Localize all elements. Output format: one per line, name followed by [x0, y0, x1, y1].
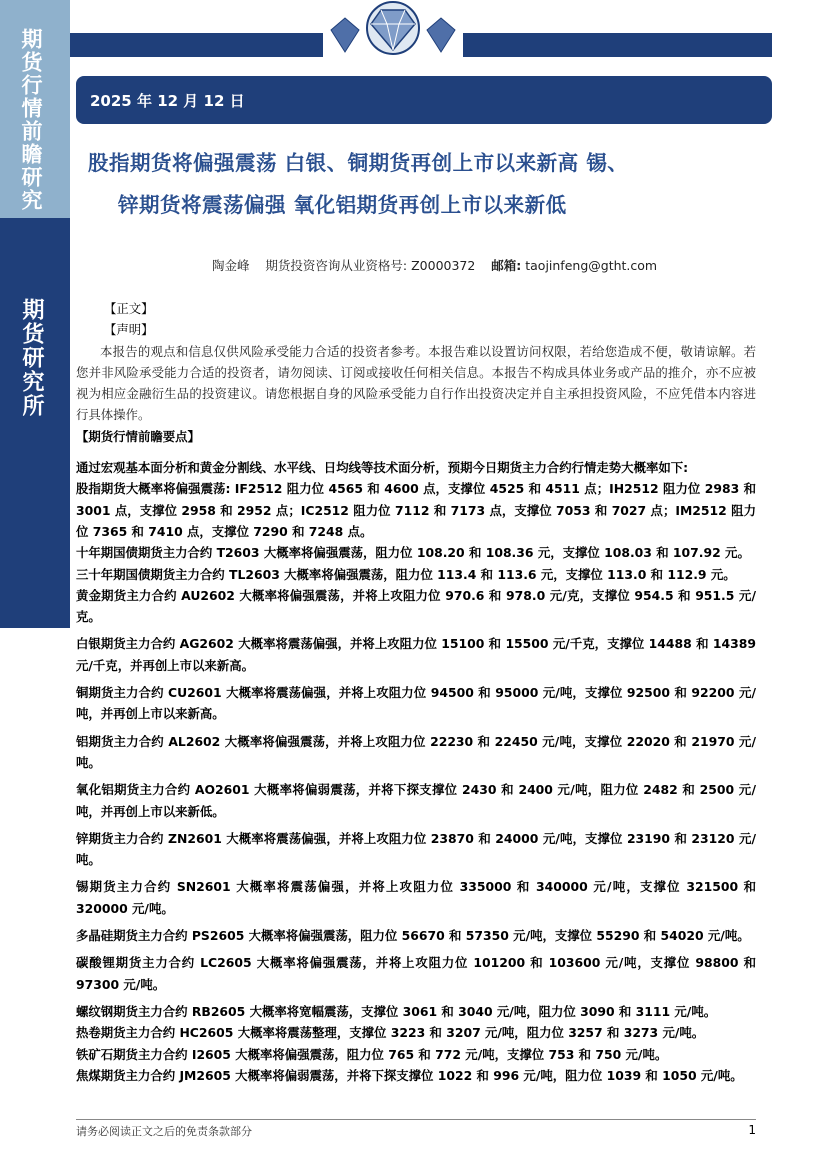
forecast-item: 股指期货大概率将偏强震荡: IF2512 阻力位 4565 和 4600 点，支撑位 4525 和 4511 点；IH2512 阻力位 2983 和 3001 点，支撑位 2958 和 2952 点；IC2512 阻力位 7112 和 7173 点，支撑位 7053 和 7027 点；IM2512 阻力位 7365 和 7410 点，支撑位 7290 和 7248 点。: [76, 481, 756, 539]
page-footer: [76, 1119, 756, 1138]
title-line-1: 股指期货将偏强震荡 白银、铜期货再创上市以来新高 锡、: [88, 151, 629, 175]
forecast-item: 氧化铝期货主力合约 AO2601 大概率将偏弱震荡，并将下探支撑位 2430 和 2400 元/吨，阻力位 2482 和 2500 元/吨，并再创上市以来新低。: [76, 782, 756, 819]
forecast-item: 黄金期货主力合约 AU2602 大概率将偏强震荡，并将上攻阻力位 970.6 和 978.0 元/克，支撑位 954.5 和 951.5 元/克。: [76, 587, 756, 625]
statement-paragraph: 本报告的观点和信息仅供风险承受能力合适的投资者参考。本报告难以设置访问权限，若给您造成不便，敬请谅解。若您并非风险承受能力合适的投资者，请勿阅读、订阅或接收任何相关信息。本报告不构成具体业务或产品的推介，亦不应被视为相应金融衍生品的投资建议。请您根据自身的风险承受能力自行作出投资决定并自主承担投资风险，不应凭借本内容进行具体操作。: [76, 343, 756, 423]
forecast-item: 焦煤期货主力合约 JM2605 大概率将偏弱震荡，并将下探支撑位 1022 和 996 元/吨，阻力位 1039 和 1050 元/吨。: [76, 1067, 743, 1083]
sidebar-label-report-type: 期货行情前瞻研究: [19, 28, 43, 212]
author-name: 陶金峰: [212, 258, 250, 273]
tag-statement: 【声明】: [104, 322, 154, 338]
forecast-item: 铝期货主力合约 AL2602 大概率将偏强震荡，并将上攻阻力位 22230 和 22450 元/吨，支撑位 22020 和 21970 元/吨。: [76, 733, 756, 770]
tag-main: 【正文】: [104, 301, 154, 316]
report-body: [76, 298, 756, 1086]
disclaimer-note: 请务必阅读正文之后的免责条款部分: [76, 1125, 252, 1138]
author-email: taojinfeng@gtht.com: [525, 258, 658, 273]
email-label: 邮箱:: [491, 258, 522, 273]
sidebar-mid-band: [0, 218, 70, 628]
forecast-item: 多晶硅期货主力合约 PS2605 大概率将偏强震荡，阻力位 56670 和 57350 元/吨，支撑位 55290 和 54020 元/吨。: [76, 928, 750, 944]
forecast-item: 碳酸锂期货主力合约 LC2605 大概率将偏强震荡，并将上攻阻力位 101200 和 103600 元/吨，支撑位 98800 和 97300 元/吨。: [76, 955, 756, 992]
date-banner: [76, 76, 772, 124]
page-number: 1: [748, 1123, 756, 1137]
diamond-logo-icon: [323, 0, 463, 66]
report-date: 2025 年 12 月 12 日: [90, 92, 245, 110]
forecast-item: 铜期货主力合约 CU2601 大概率将震荡偏强，并将上攻阻力位 94500 和 95000 元/吨，支撑位 92500 和 92200 元/吨，并再创上市以来新高。: [76, 685, 756, 722]
sidebar: [0, 0, 70, 1169]
section-title: 【期货行情前瞻要点】: [76, 428, 200, 444]
forecast-item: 十年期国债期货主力合约 T2603 大概率将偏强震荡，阻力位 108.20 和 108.36 元，支撑位 108.03 和 107.92 元。: [76, 545, 750, 561]
forecast-item: 铁矿石期货主力合约 I2605 大概率将偏强震荡，阻力位 765 和 772 元/吨，支撑位 753 和 750 元/吨。: [76, 1046, 668, 1062]
report-title: [88, 142, 778, 226]
author-qualification: 期货投资咨询从业资格号: Z0000372: [265, 258, 476, 273]
forecast-item: 热卷期货主力合约 HC2605 大概率将震荡整理，支撑位 3223 和 3207 元/吨，阻力位 3257 和 3273 元/吨。: [76, 1025, 705, 1041]
lead-paragraph: 通过宏观基本面分析和黄金分割线、水平线、日均线等技术面分析，预期今日期货主力合约行情走势大概率如下:: [76, 460, 689, 476]
title-line-2: 锌期货将震荡偏强 氧化铝期货再创上市以来新低: [118, 193, 567, 217]
author-line: [212, 256, 657, 274]
forecast-item: 白银期货主力合约 AG2602 大概率将震荡偏强，并将上攻阻力位 15100 和 15500 元/千克，支撑位 14488 和 14389 元/千克，并再创上市以来新高。: [76, 636, 756, 673]
sidebar-label-institute: 期货研究所: [19, 298, 44, 418]
forecast-item: 螺纹钢期货主力合约 RB2605 大概率将宽幅震荡，支撑位 3061 和 3040 元/吨，阻力位 3090 和 3111 元/吨。: [76, 1003, 717, 1019]
forecast-item: 锡期货主力合约 SN2601 大概率将震荡偏强，并将上攻阻力位 335000 和 340000 元/吨，支撑位 321500 和 320000 元/吨。: [76, 879, 756, 916]
forecast-item: 锌期货主力合约 ZN2601 大概率将震荡偏强，并将上攻阻力位 23870 和 24000 元/吨，支撑位 23190 和 23120 元/吨。: [76, 830, 756, 868]
forecast-item: 三十年期国债期货主力合约 TL2603 大概率将偏强震荡，阻力位 113.4 和 113.6 元，支撑位 113.0 和 112.9 元。: [76, 566, 736, 582]
